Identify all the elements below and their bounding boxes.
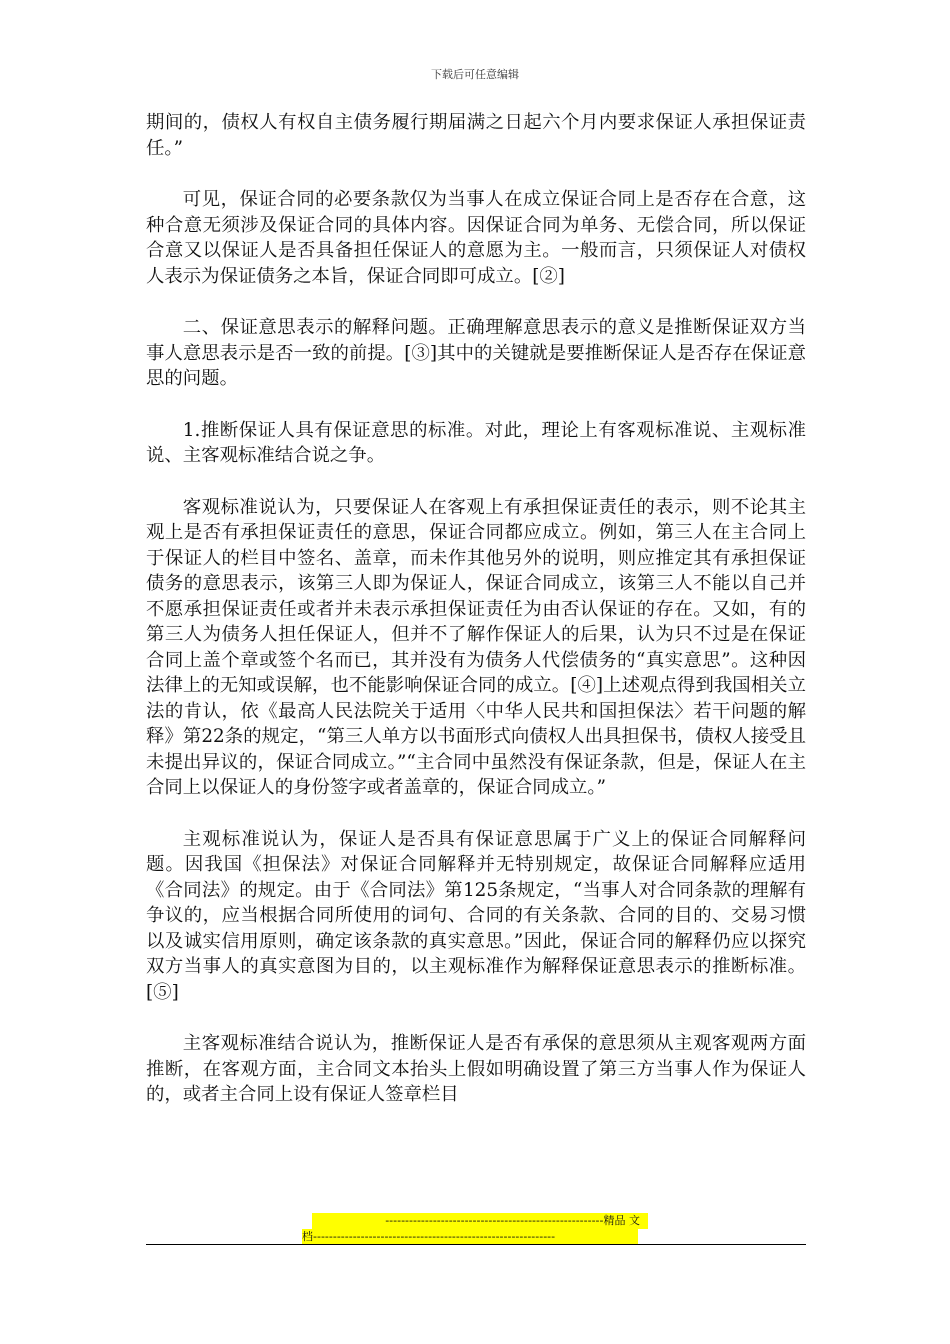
paragraph-4: 1.推断保证人具有保证意思的标准。对此，理论上有客观标准说、主观标准说、主客观标准结合说之争。 [146, 419, 806, 466]
footer-divider [146, 1244, 806, 1245]
paragraph-1: 期间的，债权人有权自主债务履行期届满之日起六个月内要求保证人承担保证责任。” [146, 112, 806, 159]
paragraph-5: 客观标准说认为，只要保证人在客观上有承担保证责任的表示，则不论其主观上是否有承担保证责任的意思，保证合同都应成立。例如，第三人在主合同上于保证人的栏目中签名、盖章，而未作其他另外的说明，则应推定其有承担保证债务的意思表示，该第三人即为保证人，保证合同成立，该第三人不能以自己并不愿承担保证责任或者并未表示承担保证责任为由否认保证的存在。又如，有的第三人为债务人担任保证人，但并不了解作保证人的后果，认为只不过是在保证合同上盖个章或签个名而已，其并没有为债务人代偿债务的“真实意思”。这种因法律上的无知或误解，也不能影响保证合同的成立。[④]上述观点得到我国相关立法的肯认，依《最高人民法院关于适用〈中华人民共和国担保法〉若干问题的解释》第22条的规定，“第三人单方以书面形式向债权人出具担保书，债权人接受且未提出异议的，保证合同成立。”“主合同中虽然没有保证条款，但是，保证人在主合同上以保证人的身份签字或者盖章的，保证合同成立。” [146, 496, 806, 798]
paragraph-6: 主观标准说认为，保证人是否具有保证意思属于广义上的保证合同解释问题。因我国《担保法》对保证合同解释并无特别规定，故保证合同解释应适用《合同法》的规定。由于《合同法》第125条规定，“当事人对合同条款的理解有争议的，应当根据合同所使用的词句、合同的有关条款、合同的目的、交易习惯以及诚实信用原则，确定该条款的真实意思。”因此，保证合同的解释仍应以探究双方当事人的真实意图为目的，以主观标准作为解释保证意思表示的推断标准。[⑤] [146, 828, 806, 1003]
footer-watermark-line-2: 档------------------------------------------------------------- [302, 1229, 638, 1245]
paragraph-3: 二、保证意思表示的解释问题。正确理解意思表示的意义是推断保证双方当事人意思表示是否一致的前提。[③]其中的关键就是要推断保证人是否存在保证意思的问题。 [146, 317, 806, 389]
page-header: 下载后可任意编辑 [431, 68, 519, 81]
footer-watermark-line-1: -------------------------------------------------------精品 文 [312, 1213, 648, 1229]
paragraph-2: 可见，保证合同的必要条款仅为当事人在成立保证合同上是否存在合意，这种合意无须涉及保证合同的具体内容。因保证合同为单务、无偿合同，所以保证合意又以保证人是否具备担任保证人的意愿为主。一般而言，只须保证人对债权人表示为保证债务之本旨，保证合同即可成立。[②] [146, 189, 806, 287]
paragraph-7: 主客观标准结合说认为，推断保证人是否有承保的意思须从主观客观两方面推断，在客观方面，主合同文本抬头上假如明确设置了第三方当事人作为保证人的，或者主合同上设有保证人签章栏目 [146, 1033, 806, 1105]
document-body [146, 110, 806, 1134]
